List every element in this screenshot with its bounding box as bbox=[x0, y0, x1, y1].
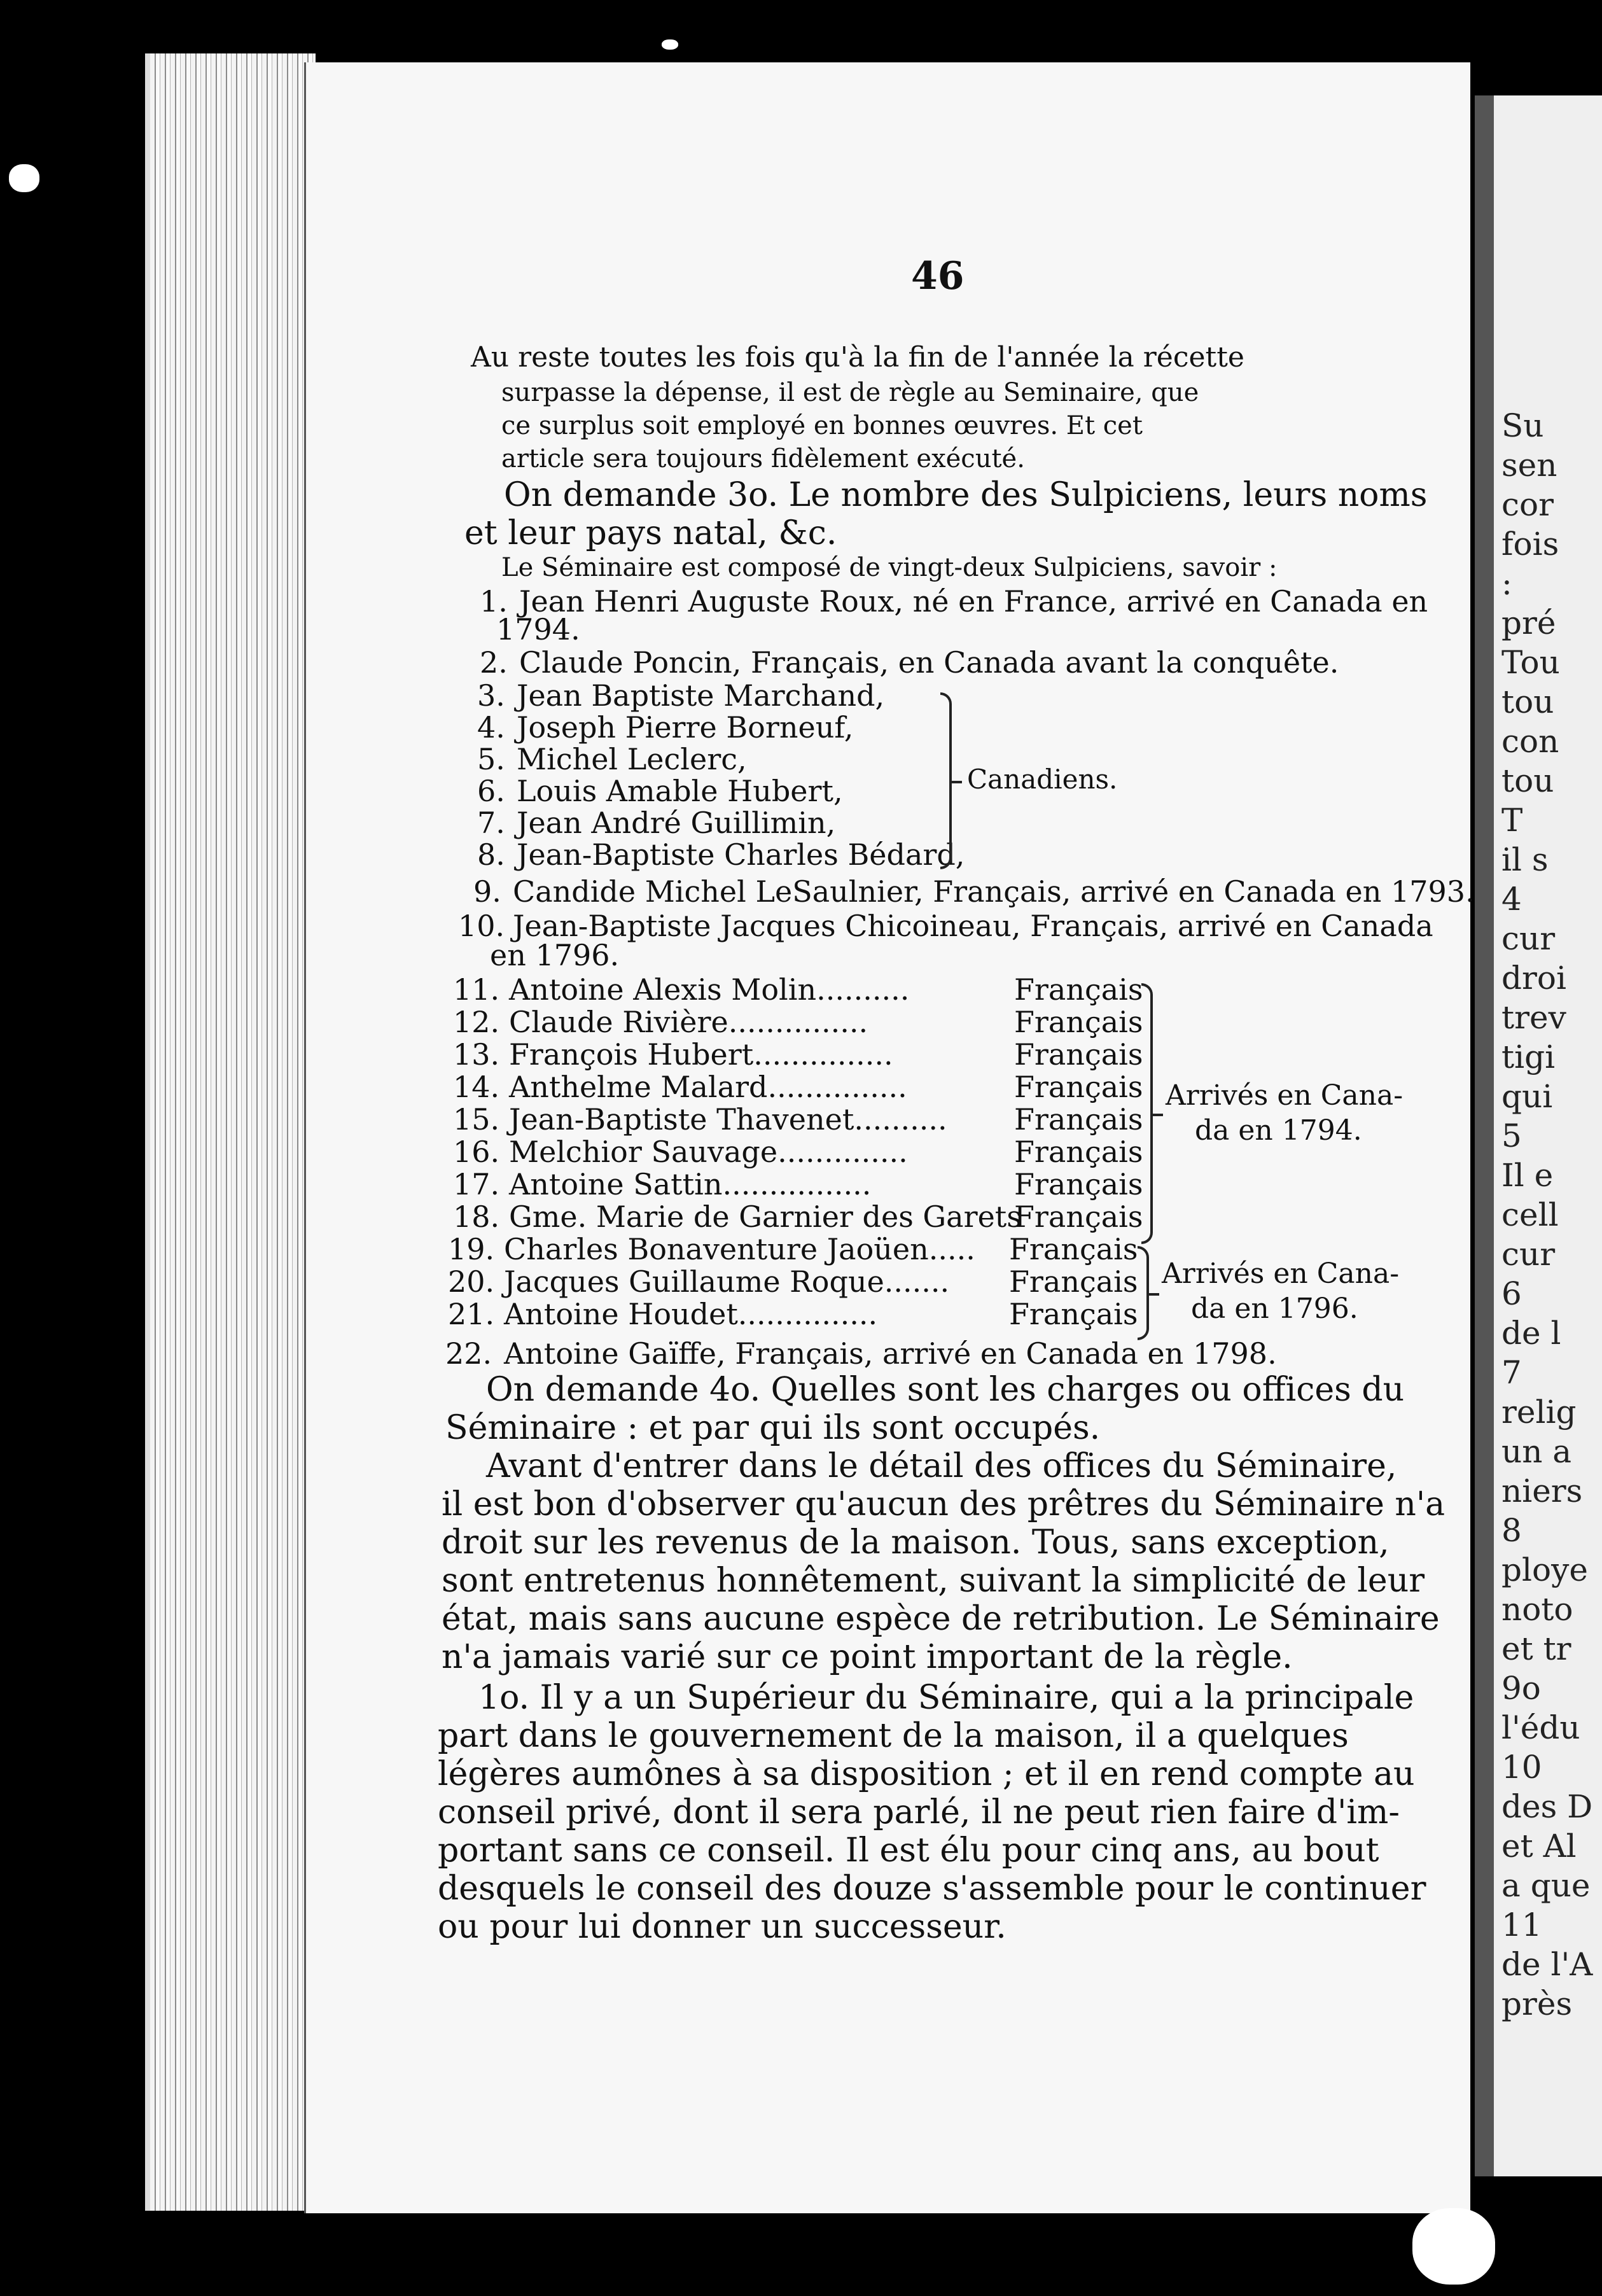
member-num: 12. bbox=[453, 1005, 500, 1039]
paragraph-line: sont entretenus honnêtement, suivant la simplicité de leur bbox=[442, 1562, 1425, 1600]
question-3: et leur pays natal, &c. bbox=[464, 514, 837, 552]
facing-page-fragment: ploye bbox=[1501, 1551, 1588, 1588]
facing-page-fragment: 7 bbox=[1501, 1354, 1522, 1391]
facing-page-fragment: de l'A bbox=[1501, 1946, 1593, 1983]
label-arrived-1796: da en 1796. bbox=[1191, 1292, 1358, 1325]
question-3: On demande 3o. Le nombre des Sulpiciens, leurs noms bbox=[504, 476, 1428, 514]
member-name: Michel Leclerc, bbox=[517, 742, 747, 776]
member-num: 16. bbox=[453, 1135, 500, 1169]
member-num: 21. bbox=[448, 1297, 495, 1331]
facing-page-fragment: pré bbox=[1501, 605, 1556, 641]
facing-page-fragment: cor bbox=[1501, 486, 1554, 523]
member-name: Jean-Baptiste Jacques Chicoineau, Français, arrivé en Canada bbox=[513, 909, 1433, 943]
member-name: Jean Baptiste Marchand, bbox=[517, 678, 885, 713]
member-name: Jean-Baptiste Thavenet.......... bbox=[509, 1102, 947, 1137]
label-canadiens: Canadiens. bbox=[967, 764, 1118, 795]
member-num: 7. bbox=[477, 806, 505, 840]
member-num: 19. bbox=[448, 1232, 495, 1266]
member-num: 15. bbox=[453, 1102, 500, 1137]
member-num: 20. bbox=[448, 1264, 495, 1299]
facing-page-fragment: près bbox=[1501, 1985, 1573, 2022]
facing-page-fragment: 4 bbox=[1501, 881, 1522, 918]
member-name: Melchior Sauvage.............. bbox=[509, 1135, 908, 1169]
facing-page-fragment: cur bbox=[1501, 1236, 1556, 1273]
facing-page-fragment: 8 bbox=[1501, 1512, 1522, 1549]
member-22-text: Antoine Gaïffe, Français, arrivé en Canada en 1798. bbox=[504, 1336, 1277, 1371]
label-arrived-1794: da en 1794. bbox=[1195, 1114, 1362, 1147]
member-22-num: 22. bbox=[445, 1336, 492, 1371]
facing-page-fragment: tigi bbox=[1501, 1039, 1556, 1075]
facing-page bbox=[1475, 95, 1602, 2176]
member-origin: Français bbox=[1014, 1070, 1143, 1104]
facing-page-fragment: 9o bbox=[1501, 1670, 1541, 1707]
member-name: François Hubert............... bbox=[509, 1037, 893, 1072]
member-name: Candide Michel LeSaulnier, Français, arrivé en Canada en 1793. bbox=[513, 874, 1475, 909]
member-origin: Français bbox=[1014, 1005, 1143, 1039]
question-4: On demande 4o. Quelles sont les charges ou offices du bbox=[486, 1371, 1405, 1409]
facing-page-fragment: : bbox=[1501, 565, 1512, 602]
facing-page-fragment: a que bbox=[1501, 1867, 1591, 1904]
member-num: 2. bbox=[480, 645, 508, 680]
intro-line: surpasse la dépense, il est de règle au Seminaire, que bbox=[501, 378, 1199, 407]
facing-page-fragment: et Al bbox=[1501, 1828, 1577, 1865]
intro-line: Au reste toutes les fois qu'à la fin de l'année la récette bbox=[471, 341, 1244, 374]
member-name: Jacques Guillaume Roque....... bbox=[504, 1264, 950, 1299]
member-origin: Français bbox=[1014, 1037, 1143, 1072]
member-num: 6. bbox=[477, 774, 505, 808]
facing-page-fragment: noto bbox=[1501, 1591, 1573, 1628]
scan-speck bbox=[662, 39, 678, 50]
member-name: Jean-Baptiste Charles Bédard, bbox=[517, 837, 965, 872]
member-origin: Français bbox=[1014, 1167, 1143, 1201]
facing-page-fragment: T bbox=[1501, 802, 1523, 839]
member-origin: Français bbox=[1014, 1200, 1143, 1234]
member-num: 4. bbox=[477, 710, 505, 745]
member-num: 18. bbox=[453, 1200, 500, 1234]
member-name: 1794. bbox=[496, 612, 580, 647]
member-num: 11. bbox=[453, 972, 500, 1007]
brace-canadiens bbox=[940, 692, 952, 869]
paragraph-line: état, mais sans aucune espèce de retribution. Le Séminaire bbox=[442, 1600, 1440, 1638]
member-origin: Français bbox=[1009, 1232, 1138, 1266]
member-name: Anthelme Malard............... bbox=[509, 1070, 907, 1104]
paragraph-line: desquels le conseil des douze s'assemble pour le continuer bbox=[438, 1870, 1426, 1908]
paragraph-line: Avant d'entrer dans le détail des offices du Séminaire, bbox=[486, 1447, 1397, 1485]
facing-page-fragment: Tou bbox=[1501, 644, 1560, 681]
member-name: Antoine Alexis Molin.......... bbox=[509, 972, 910, 1007]
scan-speck bbox=[9, 164, 39, 192]
facing-page-fragment: niers bbox=[1501, 1473, 1583, 1509]
member-name: Joseph Pierre Borneuf, bbox=[517, 710, 854, 745]
member-origin: Français bbox=[1009, 1264, 1138, 1299]
facing-page-fragment: un a bbox=[1501, 1433, 1572, 1470]
member-origin: Français bbox=[1014, 1102, 1143, 1137]
facing-page-fragment: des D bbox=[1501, 1788, 1593, 1825]
member-num: 14. bbox=[453, 1070, 500, 1104]
brace-1794 bbox=[1141, 983, 1153, 1244]
member-name: Claude Rivière............... bbox=[509, 1005, 868, 1039]
facing-page-fragment: droi bbox=[1501, 960, 1567, 997]
member-name: Charles Bonaventure Jaoüen..... bbox=[504, 1232, 975, 1266]
scan-speck bbox=[1412, 2208, 1495, 2285]
facing-page-fragment: relig bbox=[1501, 1394, 1577, 1431]
paragraph-line: portant sans ce conseil. Il est élu pour cinq ans, au bout bbox=[438, 1831, 1379, 1870]
facing-page-fragment: cur bbox=[1501, 920, 1556, 957]
member-name: Antoine Houdet............... bbox=[504, 1297, 878, 1331]
facing-page-fragment: qui bbox=[1501, 1078, 1553, 1115]
facing-page-fragment: Il e bbox=[1501, 1157, 1554, 1194]
paragraph-line: il est bon d'observer qu'aucun des prêtres du Séminaire n'a bbox=[442, 1485, 1445, 1523]
facing-page-fragment: sen bbox=[1501, 447, 1557, 484]
member-name: Jean André Guillimin, bbox=[517, 806, 836, 840]
facing-page-fragment: il s bbox=[1501, 841, 1549, 878]
member-num: 9. bbox=[473, 874, 501, 909]
member-name: Jean Henri Auguste Roux, né en France, arrivé en Canada en bbox=[519, 584, 1428, 619]
facing-page-fragment: 10 bbox=[1501, 1749, 1542, 1786]
intro-line: article sera toujours fidèlement exécuté. bbox=[501, 444, 1025, 473]
question-4: Séminaire : et par qui ils sont occupés. bbox=[445, 1409, 1101, 1447]
facing-page-fragment: tou bbox=[1501, 683, 1554, 720]
intro-line: ce surplus soit employé en bonnes œuvres. Et cet bbox=[501, 411, 1143, 440]
member-origin: Français bbox=[1014, 972, 1143, 1007]
member-name: Claude Poncin, Français, en Canada avant la conquête. bbox=[519, 645, 1339, 680]
paragraph-line: conseil privé, dont il sera parlé, il ne peut rien faire d'im- bbox=[438, 1793, 1400, 1831]
facing-page-fragment: fois bbox=[1501, 526, 1559, 563]
paragraph-line: légères aumônes à sa disposition ; et il en rend compte au bbox=[438, 1755, 1415, 1793]
member-num: 1. bbox=[480, 584, 508, 619]
paragraph-line: droit sur les revenus de la maison. Tous, sans exception, bbox=[442, 1523, 1390, 1562]
member-num: 17. bbox=[453, 1167, 500, 1201]
member-name: Antoine Sattin................ bbox=[509, 1167, 872, 1201]
paragraph-line: part dans le gouvernement de la maison, il a quelques bbox=[438, 1717, 1349, 1755]
facing-page-fragment: et tr bbox=[1501, 1630, 1571, 1667]
facing-page-fragment: 11 bbox=[1501, 1907, 1542, 1943]
member-name: Louis Amable Hubert, bbox=[517, 774, 843, 808]
facing-page-fragment: 6 bbox=[1501, 1275, 1522, 1312]
member-name: en 1796. bbox=[490, 938, 620, 972]
page-number: 46 bbox=[911, 254, 965, 298]
facing-page-fragment: trev bbox=[1501, 999, 1566, 1036]
member-origin: Français bbox=[1014, 1135, 1143, 1169]
facing-page-fragment: de l bbox=[1501, 1315, 1561, 1352]
member-origin: Français bbox=[1009, 1297, 1138, 1331]
member-num: 3. bbox=[477, 678, 505, 713]
member-num: 5. bbox=[477, 742, 505, 776]
member-name: Gme. Marie de Garnier des Garets bbox=[509, 1200, 1022, 1234]
member-num: 13. bbox=[453, 1037, 500, 1072]
facing-page-fragment: tou bbox=[1501, 762, 1554, 799]
facing-page-fragment: l'édu bbox=[1501, 1709, 1580, 1746]
list-intro: Le Séminaire est composé de vingt-deux Sulpiciens, savoir : bbox=[501, 553, 1278, 582]
label-arrived-1794: Arrivés en Cana- bbox=[1166, 1079, 1403, 1112]
page-edges bbox=[145, 53, 316, 2211]
label-arrived-1796: Arrivés en Cana- bbox=[1162, 1257, 1400, 1290]
paragraph-line: 1o. Il y a un Supérieur du Séminaire, qui a la principale bbox=[478, 1679, 1414, 1717]
facing-page-fragment: 5 bbox=[1501, 1117, 1522, 1154]
paragraph-line: ou pour lui donner un successeur. bbox=[438, 1908, 1006, 1946]
facing-page-fragment: cell bbox=[1501, 1196, 1559, 1233]
facing-page-fragment: con bbox=[1501, 723, 1559, 760]
member-num: 10. bbox=[458, 909, 505, 943]
member-num: 8. bbox=[477, 837, 505, 872]
brace-1796 bbox=[1138, 1246, 1149, 1340]
paragraph-line: n'a jamais varié sur ce point important de la règle. bbox=[442, 1638, 1293, 1676]
facing-page-fragment: Su bbox=[1501, 407, 1544, 444]
